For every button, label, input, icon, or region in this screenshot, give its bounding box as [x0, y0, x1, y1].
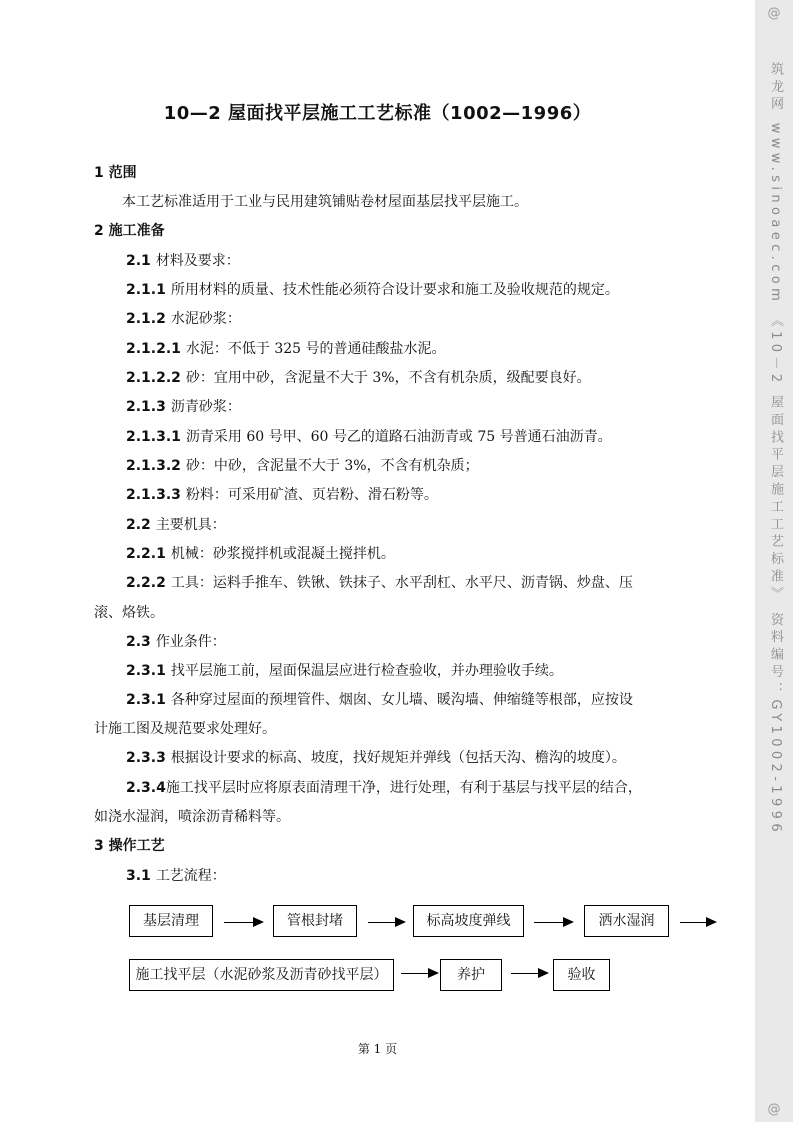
- flow-arrow: [368, 922, 403, 923]
- item-2-2-2-continuation: 滚、烙铁。: [94, 605, 164, 621]
- item-2-1-3-2: [126, 456, 479, 476]
- item-number: 2.2.2: [126, 575, 166, 591]
- sidebar-vertical-text: 筑龙网 www.sinoaec.com 《10－2 屋面找平层施工工艺标准》 资料编号：GY1002-1996: [768, 62, 783, 836]
- page-number: 第 1 页: [357, 1042, 398, 1056]
- item-text: 找平层施工前，屋面保温层应进行检查验收，并办理验收手续。: [170, 663, 563, 679]
- section-2-heading: 2 施工准备: [94, 223, 165, 239]
- item-number: 3.1: [126, 868, 151, 884]
- item-text: 材料及要求：: [155, 253, 240, 269]
- item-2-2: [126, 515, 226, 535]
- flow-step-pipe-sealing: 管根封堵: [273, 905, 357, 937]
- flow-arrow: [680, 922, 714, 923]
- section-1-heading: 1 范围: [94, 165, 137, 181]
- item-text: 工具：运料手推车、铁锹、铁抹子、水平刮杠、水平尺、沥青锅、炒盘、压: [170, 575, 633, 591]
- item-text: 工艺流程：: [155, 868, 226, 884]
- item-number: 2.1.3: [126, 399, 166, 415]
- item-number: 2.2.1: [126, 546, 166, 562]
- item-number: 2.2: [126, 517, 151, 533]
- item-text: 水泥：不低于 325 号的普通硅酸盐水泥。: [185, 341, 446, 357]
- item-number: 2.1.3.2: [126, 458, 181, 474]
- item-text: 所用材料的质量、技术性能必须符合设计要求和施工及验收规范的规定。: [170, 282, 619, 298]
- item-number: 2.1.3.3: [126, 487, 181, 503]
- item-text: 水泥砂浆：: [170, 311, 241, 327]
- item-2-3-1-second: [126, 690, 633, 710]
- section-3-heading: 3 操作工艺: [94, 838, 165, 854]
- item-2-1-1: [126, 280, 619, 300]
- item-2-3-4-continuation: 如浇水湿润，喷涂沥青稀料等。: [94, 809, 290, 825]
- item-2-3-4: [126, 778, 642, 798]
- item-number: 2.1.2: [126, 311, 166, 327]
- item-number: 2.3.3: [126, 750, 166, 766]
- item-text: 沥青砂浆：: [170, 399, 241, 415]
- item-number: 2.1.1: [126, 282, 166, 298]
- item-2-3: [126, 632, 226, 652]
- watermark-sidebar: [755, 0, 793, 1122]
- item-3-1: [126, 866, 226, 886]
- item-2-3-1-second-continuation: 计施工图及规范要求处理好。: [94, 721, 276, 737]
- flow-step-watering: 洒水湿润: [584, 905, 669, 937]
- item-number: 2.3.1: [126, 663, 166, 679]
- flow-step-base-cleaning: 基层清理: [129, 905, 213, 937]
- item-number: 2.1.2.2: [126, 370, 181, 386]
- item-2-1-2: [126, 309, 241, 329]
- item-number: 2.1.3.1: [126, 429, 181, 445]
- item-number: 2.3: [126, 634, 151, 650]
- item-text: 作业条件：: [155, 634, 226, 650]
- item-text: 主要机具：: [155, 517, 226, 533]
- item-2-1: [126, 251, 240, 271]
- item-2-2-1: [126, 544, 395, 564]
- flow-arrow: [401, 973, 436, 974]
- item-text: 沥青采用 60 号甲、60 号乙的道路石油沥青或 75 号普通石油沥青。: [185, 429, 612, 445]
- section-1-text: 本工艺标准适用于工业与民用建筑铺贴卷材屋面基层找平层施工。: [122, 194, 528, 210]
- flow-arrow: [224, 922, 261, 923]
- item-text: 砂：中砂，含泥量不大于 3%，不含有机杂质；: [185, 458, 479, 474]
- sidebar-top-mark: @: [767, 6, 781, 21]
- item-number: 2.3.4: [126, 780, 166, 796]
- flow-arrow: [534, 922, 571, 923]
- flow-step-curing: 养护: [440, 959, 502, 991]
- item-2-1-3-1: [126, 427, 612, 447]
- item-text: 粉料：可采用矿渣、页岩粉、滑石粉等。: [185, 487, 438, 503]
- item-2-1-3: [126, 397, 241, 417]
- item-2-3-1: [126, 661, 563, 681]
- flow-step-leveling-layer: 施工找平层（水泥砂浆及沥青砂找平层）: [129, 959, 394, 991]
- item-text: 机械：砂浆搅拌机或混凝土搅拌机。: [170, 546, 395, 562]
- flow-arrow: [511, 973, 546, 974]
- item-2-1-3-3: [126, 485, 438, 505]
- document-title: 10—2 屋面找平层施工工艺标准（1002—1996）: [163, 103, 592, 124]
- item-text: 各种穿过屋面的预埋管件、烟囱、女儿墙、暖沟墙、伸缩缝等根部，应按设: [170, 692, 633, 708]
- item-number: 2.3.1: [126, 692, 166, 708]
- item-number: 2.1.2.1: [126, 341, 181, 357]
- item-2-3-3: [126, 748, 626, 768]
- flow-step-acceptance: 验收: [553, 959, 610, 991]
- item-text: 根据设计要求的标高、坡度，找好规矩并弹线（包括天沟、檐沟的坡度）。: [170, 750, 626, 766]
- item-text: 施工找平层时应将原表面清理干净，进行处理，有利于基层与找平层的结合，: [165, 780, 642, 796]
- item-2-1-2-2: [126, 368, 591, 388]
- item-2-2-2: [126, 573, 633, 593]
- item-2-1-2-1: [126, 339, 446, 359]
- sidebar-bottom-mark: @: [767, 1102, 781, 1117]
- item-number: 2.1: [126, 253, 151, 269]
- item-text: 砂：宜用中砂，含泥量不大于 3%，不含有机杂质，级配要良好。: [185, 370, 591, 386]
- flow-step-elevation-marking: 标高坡度弹线: [413, 905, 524, 937]
